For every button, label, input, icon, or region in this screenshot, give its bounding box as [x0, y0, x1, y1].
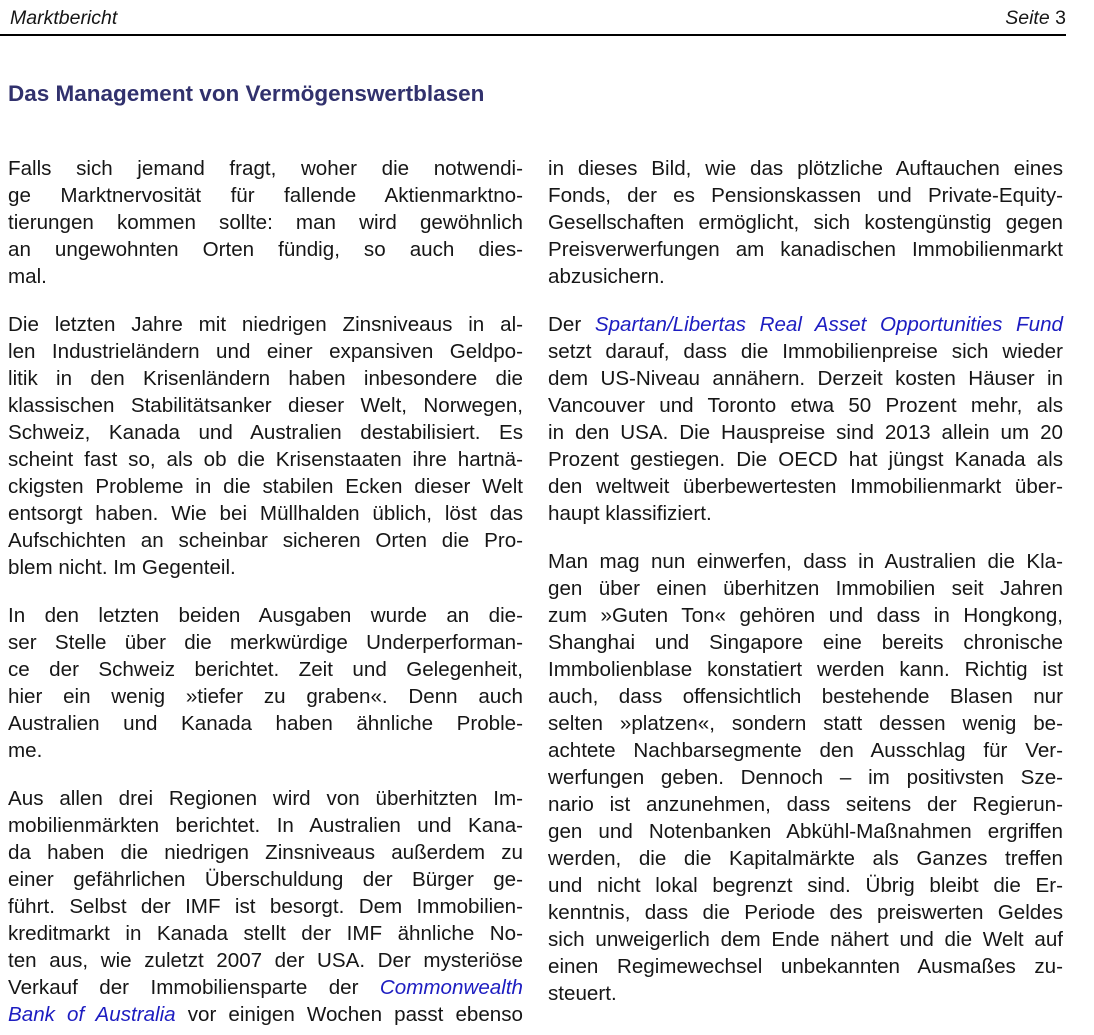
- text-line: [548, 926, 1063, 953]
- commonwealth-bank-link[interactable]: Commonwealth: [379, 976, 523, 999]
- paragraph: [548, 155, 1063, 290]
- text-segment: ckigsten Probleme in die stabilen Ecken dieser Welt: [8, 475, 523, 498]
- text-columns: [8, 155, 1094, 1028]
- text-segment: mal.: [8, 265, 47, 288]
- text-segment: werfungen geben. Dennoch – im positivsten Sze-: [548, 766, 1063, 789]
- text-line: [8, 839, 523, 866]
- text-line: [8, 338, 523, 365]
- text-line: [548, 953, 1063, 980]
- text-line: [548, 311, 1063, 338]
- text-segment: scheint fast so, als ob die Krisenstaaten ihre hartnä-: [8, 448, 523, 471]
- text-segment: mobilienmärkten berichtet. In Australien und Kana-: [8, 814, 523, 837]
- text-line: [548, 182, 1063, 209]
- text-column-left: [8, 155, 523, 1028]
- text-line: [548, 419, 1063, 446]
- text-segment: kenntnis, dass die Periode des preiswerten Geldes: [548, 901, 1063, 924]
- text-segment: Immbolienblase konstatiert werden kann. Richtig ist: [548, 658, 1063, 681]
- text-line: [548, 872, 1063, 899]
- text-segment: in den USA. Die Hauspreise sind 2013 allein um 20: [548, 421, 1063, 444]
- text-column-right: [548, 155, 1063, 1028]
- page-number: 3: [1055, 7, 1066, 29]
- running-title: Marktbericht: [10, 7, 118, 29]
- text-segment: Der: [548, 313, 595, 336]
- text-line: [548, 764, 1063, 791]
- text-segment: Aus allen drei Regionen wird von überhitzten Im-: [8, 787, 523, 810]
- text-line: [8, 629, 523, 656]
- text-line: [8, 527, 523, 554]
- text-segment: auch, dass offensichtlich bestehende Blasen nur: [548, 685, 1063, 708]
- text-line: [8, 785, 523, 812]
- text-segment: gen über einen überhitzen Immobilien seit Jahren: [548, 577, 1063, 600]
- text-line: [8, 311, 523, 338]
- text-line: [548, 899, 1063, 926]
- text-line: [8, 893, 523, 920]
- commonwealth-bank-link[interactable]: Bank of Australia: [8, 1003, 176, 1026]
- article-title: Das Management von Vermögenswertblasen: [8, 81, 485, 106]
- text-line: [8, 236, 523, 263]
- text-line: [548, 446, 1063, 473]
- text-line: [8, 1001, 523, 1028]
- text-segment: vor einigen Wochen passt ebenso: [175, 1003, 524, 1026]
- text-segment: Gesellschaften ermöglicht, sich kostengünstig gegen: [548, 211, 1063, 234]
- text-line: [8, 866, 523, 893]
- text-segment: klassischen Stabilitätsanker dieser Welt, Norwegen,: [8, 394, 523, 417]
- text-line: [548, 209, 1063, 236]
- text-segment: und nicht lokal begrenzt sind. Übrig bleibt die Er-: [548, 874, 1063, 897]
- text-line: [8, 737, 523, 764]
- text-line: [8, 683, 523, 710]
- text-line: [548, 500, 1063, 527]
- text-line: [548, 737, 1063, 764]
- text-line: [8, 656, 523, 683]
- page-label: Seite: [1005, 7, 1050, 29]
- text-line: [548, 575, 1063, 602]
- page-indicator: [1005, 6, 1066, 30]
- text-segment: nario ist anzunehmen, dass seitens der Regierun-: [548, 793, 1063, 816]
- text-line: [8, 209, 523, 236]
- text-line: [548, 845, 1063, 872]
- text-line: [8, 500, 523, 527]
- text-line: [8, 182, 523, 209]
- text-line: [548, 365, 1063, 392]
- paragraph: [8, 155, 523, 290]
- text-line: [8, 947, 523, 974]
- text-line: [8, 365, 523, 392]
- text-line: [548, 818, 1063, 845]
- text-segment: dem US-Niveau annähern. Derzeit kosten Häuser in: [548, 367, 1063, 390]
- text-segment: Fonds, der es Pensionskassen und Private-Equity-: [548, 184, 1063, 207]
- text-segment: kreditmarkt in Kanada stellt der IMF ähnliche No-: [8, 922, 523, 945]
- text-line: [8, 920, 523, 947]
- spartan-fund-link[interactable]: Spartan/Libertas Real Asset Opportunities Fund: [594, 313, 1063, 336]
- text-segment: einen Regimewechsel unbekannten Ausmaßes zu-: [548, 955, 1063, 978]
- text-segment: me.: [8, 739, 43, 762]
- paragraph: [8, 311, 523, 581]
- text-segment: Man mag nun einwerfen, dass in Australien die Kla-: [548, 550, 1063, 573]
- paragraph: [548, 311, 1063, 527]
- text-line: [548, 473, 1063, 500]
- text-line: [8, 392, 523, 419]
- text-segment: achtete Nachbarsegmente den Ausschlag für Ver-: [548, 739, 1063, 762]
- text-line: [8, 446, 523, 473]
- text-line: [8, 554, 523, 581]
- text-line: [548, 338, 1063, 365]
- text-line: [548, 791, 1063, 818]
- text-line: [8, 155, 523, 182]
- text-segment: Prozent gestiegen. Die OECD hat jüngst Kanada als: [548, 448, 1063, 471]
- paragraph: [8, 785, 523, 1028]
- text-line: [8, 602, 523, 629]
- text-segment: ten aus, wie zuletzt 2007 der USA. Der mysteriöse: [8, 949, 523, 972]
- text-segment: Die letzten Jahre mit niedrigen Zinsniveaus in al-: [8, 313, 523, 336]
- text-line: [548, 236, 1063, 263]
- text-line: [548, 980, 1063, 1007]
- text-segment: Falls sich jemand fragt, woher die notwendi-: [8, 157, 523, 180]
- text-line: [548, 710, 1063, 737]
- text-segment: den weltweit überbewertesten Immobilienmarkt über-: [548, 475, 1063, 498]
- text-segment: ge Marktnervosität für fallende Aktienmarktno-: [8, 184, 523, 207]
- text-segment: zum »Guten Ton« gehören und dass in Hongkong,: [548, 604, 1063, 627]
- text-segment: Aufschichten an scheinbar sicheren Orten die Pro-: [8, 529, 523, 552]
- page-header: [0, 6, 1066, 30]
- text-line: [548, 155, 1063, 182]
- paragraph: [548, 548, 1063, 1007]
- text-segment: einer gefährlichen Überschuldung der Bürger ge-: [8, 868, 523, 891]
- text-line: [548, 263, 1063, 290]
- text-segment: blem nicht. Im Gegenteil.: [8, 556, 236, 579]
- text-segment: gen und Notenbanken Abkühl-Maßnahmen ergriffen: [548, 820, 1063, 843]
- text-line: [548, 629, 1063, 656]
- text-segment: ce der Schweiz berichtet. Zeit und Gelegenheit,: [8, 658, 523, 681]
- text-line: [8, 419, 523, 446]
- text-line: [548, 602, 1063, 629]
- text-segment: setzt darauf, dass die Immobilienpreise sich wieder: [548, 340, 1063, 363]
- text-segment: Verkauf der Immobiliensparte der: [8, 976, 380, 999]
- text-segment: selten »platzen«, sondern statt dessen wenig be-: [548, 712, 1063, 735]
- text-segment: da haben die niedrigen Zinsniveaus außerdem zu: [8, 841, 523, 864]
- text-line: [8, 473, 523, 500]
- text-segment: ser Stelle über die merkwürdige Underperforman-: [8, 631, 523, 654]
- text-line: [548, 656, 1063, 683]
- text-segment: entsorgt haben. Wie bei Müllhalden üblich, löst das: [8, 502, 523, 525]
- text-segment: haupt klassifiziert.: [548, 502, 712, 525]
- text-segment: an ungewohnten Orten fündig, so auch dies-: [8, 238, 523, 261]
- text-segment: werden, die die Kapitalmärkte als Ganzes treffen: [548, 847, 1063, 870]
- text-segment: sich unweigerlich dem Ende nähert und die Welt auf: [548, 928, 1063, 951]
- text-segment: tierungen kommen sollte: man wird gewöhnlich: [8, 211, 523, 234]
- paragraph: [8, 602, 523, 764]
- text-segment: führt. Selbst der IMF ist besorgt. Dem Immobilien-: [8, 895, 523, 918]
- text-segment: litik in den Krisenländern haben inbesondere die: [8, 367, 523, 390]
- text-segment: Schweiz, Kanada und Australien destabilisiert. Es: [8, 421, 523, 444]
- text-segment: Shanghai und Singapore eine bereits chronische: [548, 631, 1063, 654]
- text-segment: abzusichern.: [548, 265, 665, 288]
- text-line: [8, 812, 523, 839]
- text-line: [548, 683, 1063, 710]
- text-line: [8, 710, 523, 737]
- text-segment: hier ein wenig »tiefer zu graben«. Denn auch: [8, 685, 523, 708]
- text-line: [8, 263, 523, 290]
- text-segment: in dieses Bild, wie das plötzliche Auftauchen eines: [548, 157, 1063, 180]
- text-segment: Preisverwerfungen am kanadischen Immobilienmarkt: [548, 238, 1063, 261]
- text-segment: steuert.: [548, 982, 617, 1005]
- text-line: [548, 548, 1063, 575]
- text-line: [548, 392, 1063, 419]
- text-segment: Australien und Kanada haben ähnliche Proble-: [8, 712, 523, 735]
- text-segment: len Industrieländern und einer expansiven Geldpo-: [8, 340, 523, 363]
- header-rule: [0, 34, 1066, 36]
- text-segment: In den letzten beiden Ausgaben wurde an die-: [8, 604, 523, 627]
- text-line: [8, 974, 523, 1001]
- text-segment: Vancouver und Toronto etwa 50 Prozent mehr, als: [548, 394, 1063, 417]
